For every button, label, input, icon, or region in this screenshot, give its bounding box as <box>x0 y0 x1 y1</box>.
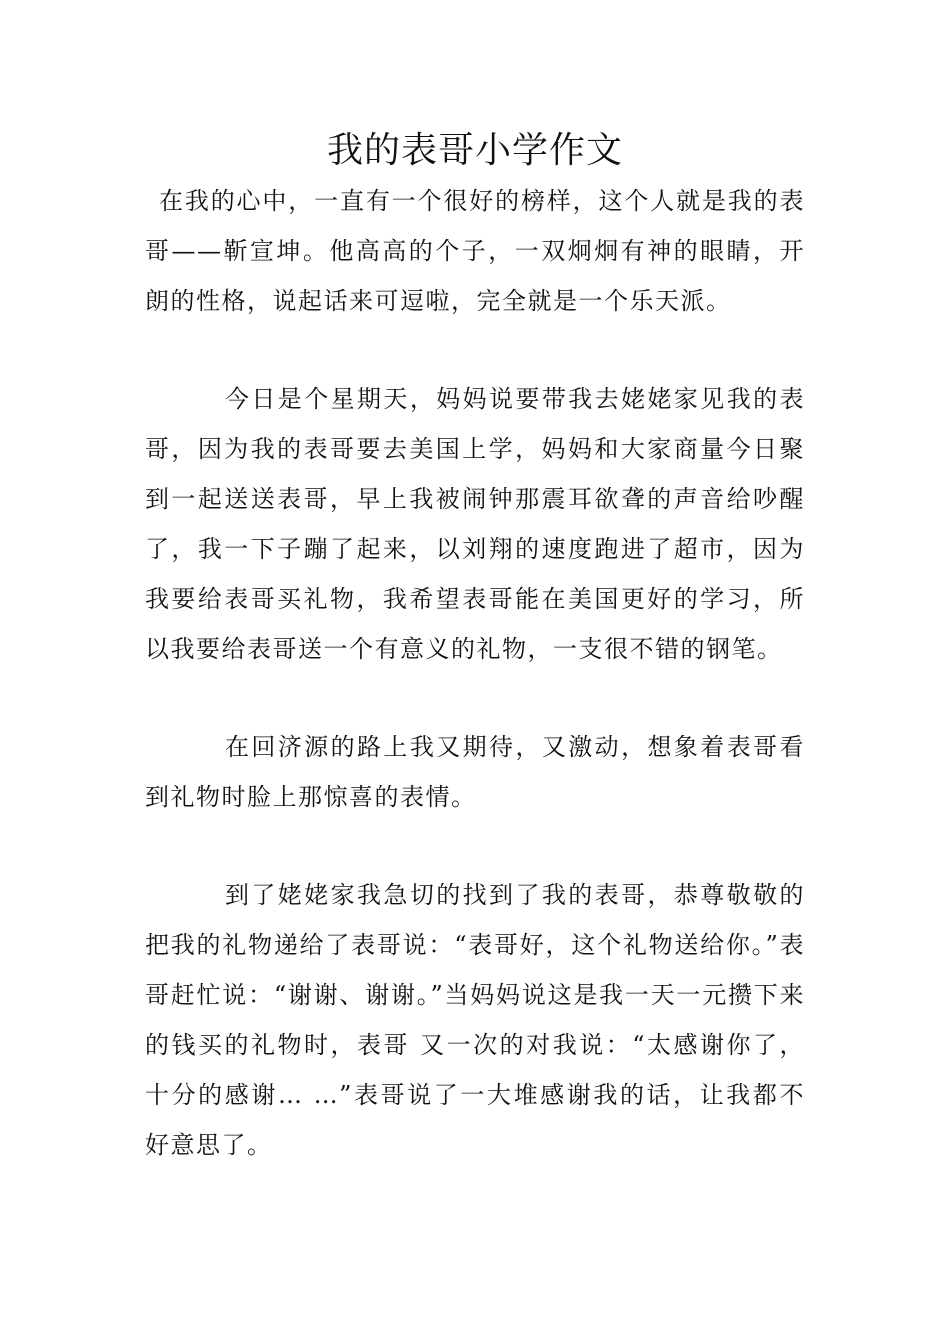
paragraph-4: 到了姥姥家我急切的找到了我的表哥，恭尊敬敬的把我的礼物递给了表哥说：“表哥好，这个礼物送给你。”表哥赶忙说：“谢谢、谢谢。”当妈妈说这是我一天一元攒下来的钱买的礼物时，表哥 又一次的对我说：“太感谢你了，十分的感谢… …”表哥说了一大堆感谢我的话，让我都不好意思了。 <box>145 881 805 1159</box>
paragraph-1: 在我的心中，一直有一个很好的榜样，这个人就是我的表哥——靳宣坤。他高高的个子，一双炯炯有神的眼睛，开朗的性格，说起话来可逗啦，完全就是一个乐天派。 <box>145 187 805 315</box>
document-title: 我的表哥小学作文 <box>326 130 623 171</box>
paragraph-2: 今日是个星期天，妈妈说要带我去姥姥家见我的表哥，因为我的表哥要去美国上学，妈妈和大家商量今日聚到一起送送表哥，早上我被闹钟那震耳欲聋的声音给吵醒了，我一下子蹦了起来，以刘翔的速度跑进了超市，因为我要给表哥买礼物，我希望表哥能在美国更好的学习，所以我要给表哥送一个有意义的礼物，一支很不错的钢笔。 <box>145 385 805 663</box>
paragraph-3: 在回济源的路上我又期待，又激动，想象着表哥看到礼物时脸上那惊喜的表情。 <box>145 733 805 811</box>
